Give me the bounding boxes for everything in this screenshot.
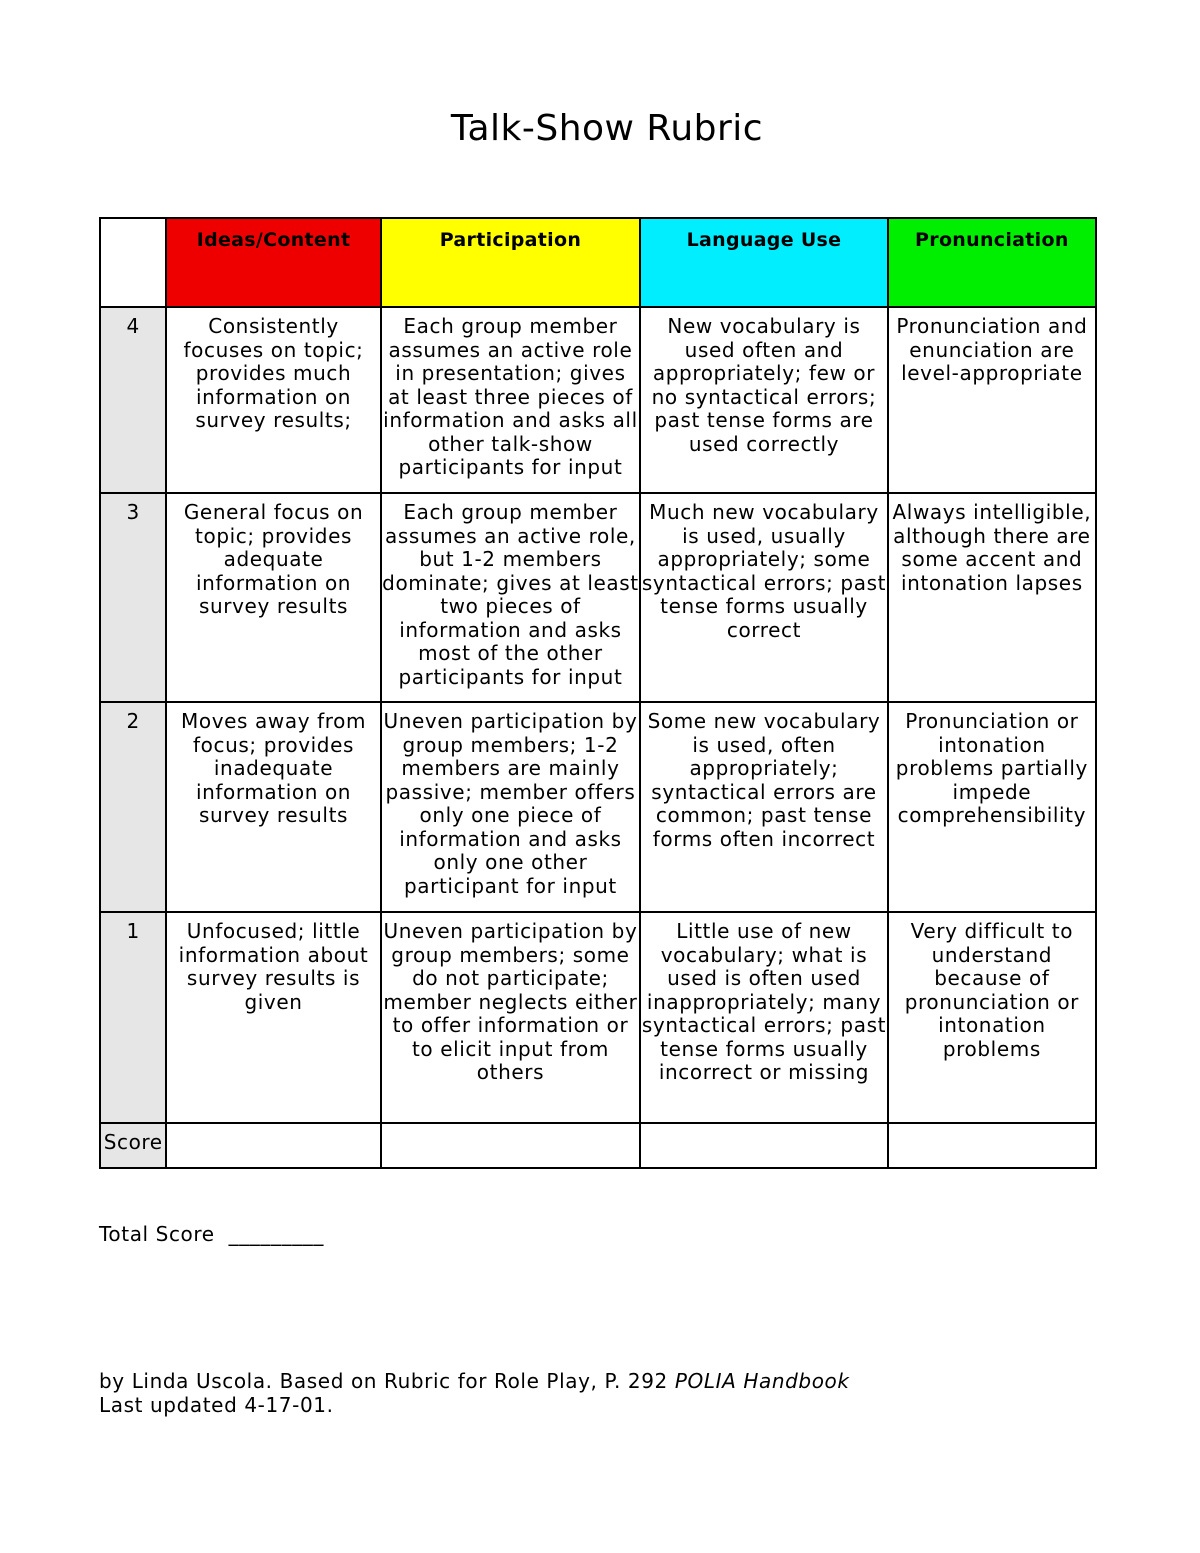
score-cell-language-use <box>640 1123 887 1168</box>
rubric-table <box>99 217 1097 1169</box>
score-label: Score <box>100 1123 166 1168</box>
table-cell: Unfocused; little information about survey results is given <box>166 912 380 1123</box>
credit-book-title: POLIA Handbook <box>674 1369 850 1393</box>
table-cell: Much new vocabulary is used, usually appropriately; some syntactical errors; past tense forms usually correct <box>640 493 887 702</box>
level-label: 4 <box>100 307 166 493</box>
header-row <box>100 218 1096 307</box>
total-score-line: Total Score _________ <box>99 1222 324 1246</box>
level-label: 3 <box>100 493 166 702</box>
table-cell: Uneven participation by group members; some do not participate; member neglects either to offer information or to elicit input from others <box>381 912 641 1123</box>
table-cell: Very difficult to understand because of pronunciation or intonation problems <box>888 912 1096 1123</box>
table-row <box>100 702 1096 912</box>
table-cell: Little use of new vocabulary; what is used is often used inappropriately; many syntactical errors; past tense forms usually incorrect or missing <box>640 912 887 1123</box>
score-row <box>100 1123 1096 1168</box>
column-header-language-use: Language Use <box>640 218 887 307</box>
column-header-participation: Participation <box>381 218 641 307</box>
level-label: 1 <box>100 912 166 1123</box>
credit-line <box>99 1369 850 1393</box>
table-cell: Consistently focuses on topic; provides much information on survey results; <box>166 307 380 493</box>
score-cell-participation <box>381 1123 641 1168</box>
column-header-ideas: Ideas/Content <box>166 218 380 307</box>
table-cell: Each group member assumes an active role, but 1-2 members dominate; gives at least two pieces of information and asks most of the other participants for input <box>381 493 641 702</box>
table-cell: Pronunciation or intonation problems partially impede comprehensibility <box>888 702 1096 912</box>
table-cell: Uneven participation by group members; 1-2 members are mainly passive; member offers only one piece of information and asks only one other participant for input <box>381 702 641 912</box>
table-cell: Always intelligible, although there are some accent and intonation lapses <box>888 493 1096 702</box>
table-row <box>100 912 1096 1123</box>
column-header-pronunciation: Pronunciation <box>888 218 1096 307</box>
credit-text: by Linda Uscola. Based on Rubric for Role Play, P. 292 <box>99 1369 675 1393</box>
table-row <box>100 307 1096 493</box>
table-cell: Moves away from focus; provides inadequate information on survey results <box>166 702 380 912</box>
table-row <box>100 493 1096 702</box>
page-title: Talk-Show Rubric <box>450 108 764 149</box>
corner-cell <box>100 218 166 307</box>
credit-block <box>99 1369 850 1417</box>
level-label: 2 <box>100 702 166 912</box>
last-updated: Last updated 4-17-01. <box>99 1393 334 1417</box>
score-cell-pronunciation <box>888 1123 1096 1168</box>
score-cell-ideas <box>166 1123 380 1168</box>
table-cell: General focus on topic; provides adequate information on survey results <box>166 493 380 702</box>
table-cell: Each group member assumes an active role in presentation; gives at least three pieces of information and asks all other talk-show participants for input <box>381 307 641 493</box>
table-cell: New vocabulary is used often and appropriately; few or no syntactical errors; past tense forms are used correctly <box>640 307 887 493</box>
table-cell: Some new vocabulary is used, often appropriately; syntactical errors are common; past tense forms often incorrect <box>640 702 887 912</box>
table-cell: Pronunciation and enunciation are level-appropriate <box>888 307 1096 493</box>
